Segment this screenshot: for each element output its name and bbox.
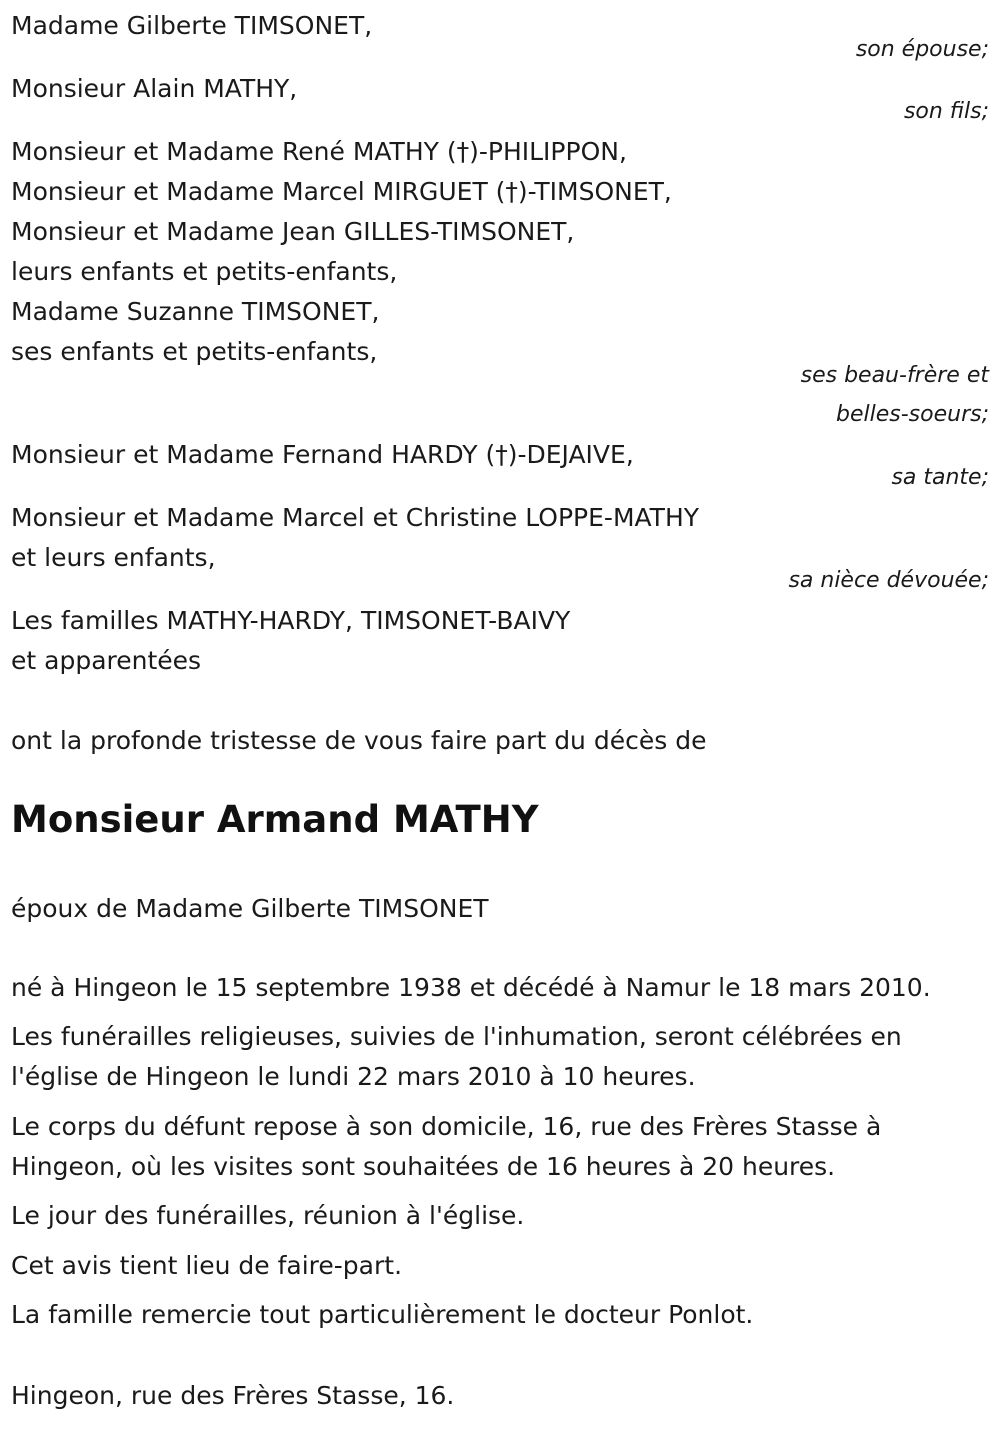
- family-line: Monsieur et Madame Marcel et Christine LOPPE-MATHY: [11, 503, 700, 532]
- spouse-line: époux de Madame Gilberte TIMSONET: [11, 894, 489, 923]
- family-line: leurs enfants et petits-enfants,: [11, 257, 398, 286]
- funeral-line: Les funérailles religieuses, suivies de l'inhumation, seront célébrées en: [11, 1022, 902, 1051]
- visitation-line: Hingeon, où les visites sont souhaitées de 16 heures à 20 heures.: [11, 1152, 836, 1181]
- relation-label: sa tante;: [891, 465, 989, 490]
- visitation-line: Le corps du défunt repose à son domicile, 16, rue des Frères Stasse à: [11, 1112, 882, 1141]
- relation-label: son fils;: [903, 99, 989, 124]
- deceased-name: Monsieur Armand MATHY: [11, 798, 539, 841]
- relation-label: sa nièce dévouée;: [788, 568, 989, 593]
- announcement-text: ont la profonde tristesse de vous faire part du décès de: [11, 726, 707, 755]
- thanks-line: La famille remercie tout particulièrement le docteur Ponlot.: [11, 1300, 754, 1329]
- family-line: Madame Suzanne TIMSONET,: [11, 297, 380, 326]
- family-line: Monsieur et Madame Fernand HARDY (†)-DEJAIVE,: [11, 440, 634, 469]
- notice-line: Cet avis tient lieu de faire-part.: [11, 1251, 403, 1280]
- relation-label: son épouse;: [855, 37, 989, 62]
- family-line: Monsieur et Madame Marcel MIRGUET (†)-TIMSONET,: [11, 177, 672, 206]
- funeral-line: l'église de Hingeon le lundi 22 mars 2010 à 10 heures.: [11, 1062, 696, 1091]
- family-line: Monsieur et Madame René MATHY (†)-PHILIPPON,: [11, 137, 627, 166]
- family-line: et apparentées: [11, 646, 202, 675]
- family-line: et leurs enfants,: [11, 543, 216, 572]
- relation-label: ses beau-frère et: [800, 363, 989, 388]
- family-line: Madame Gilberte TIMSONET,: [11, 11, 373, 40]
- address-line: Hingeon, rue des Frères Stasse, 16.: [11, 1381, 455, 1410]
- birth-death-line: né à Hingeon le 15 septembre 1938 et décédé à Namur le 18 mars 2010.: [11, 973, 931, 1002]
- meeting-line: Le jour des funérailles, réunion à l'église.: [11, 1201, 525, 1230]
- family-line: Monsieur et Madame Jean GILLES-TIMSONET,: [11, 217, 575, 246]
- family-line: Les familles MATHY-HARDY, TIMSONET-BAIVY: [11, 606, 571, 635]
- relation-label: belles-soeurs;: [836, 402, 989, 427]
- family-line: ses enfants et petits-enfants,: [11, 337, 378, 366]
- family-line: Monsieur Alain MATHY,: [11, 74, 298, 103]
